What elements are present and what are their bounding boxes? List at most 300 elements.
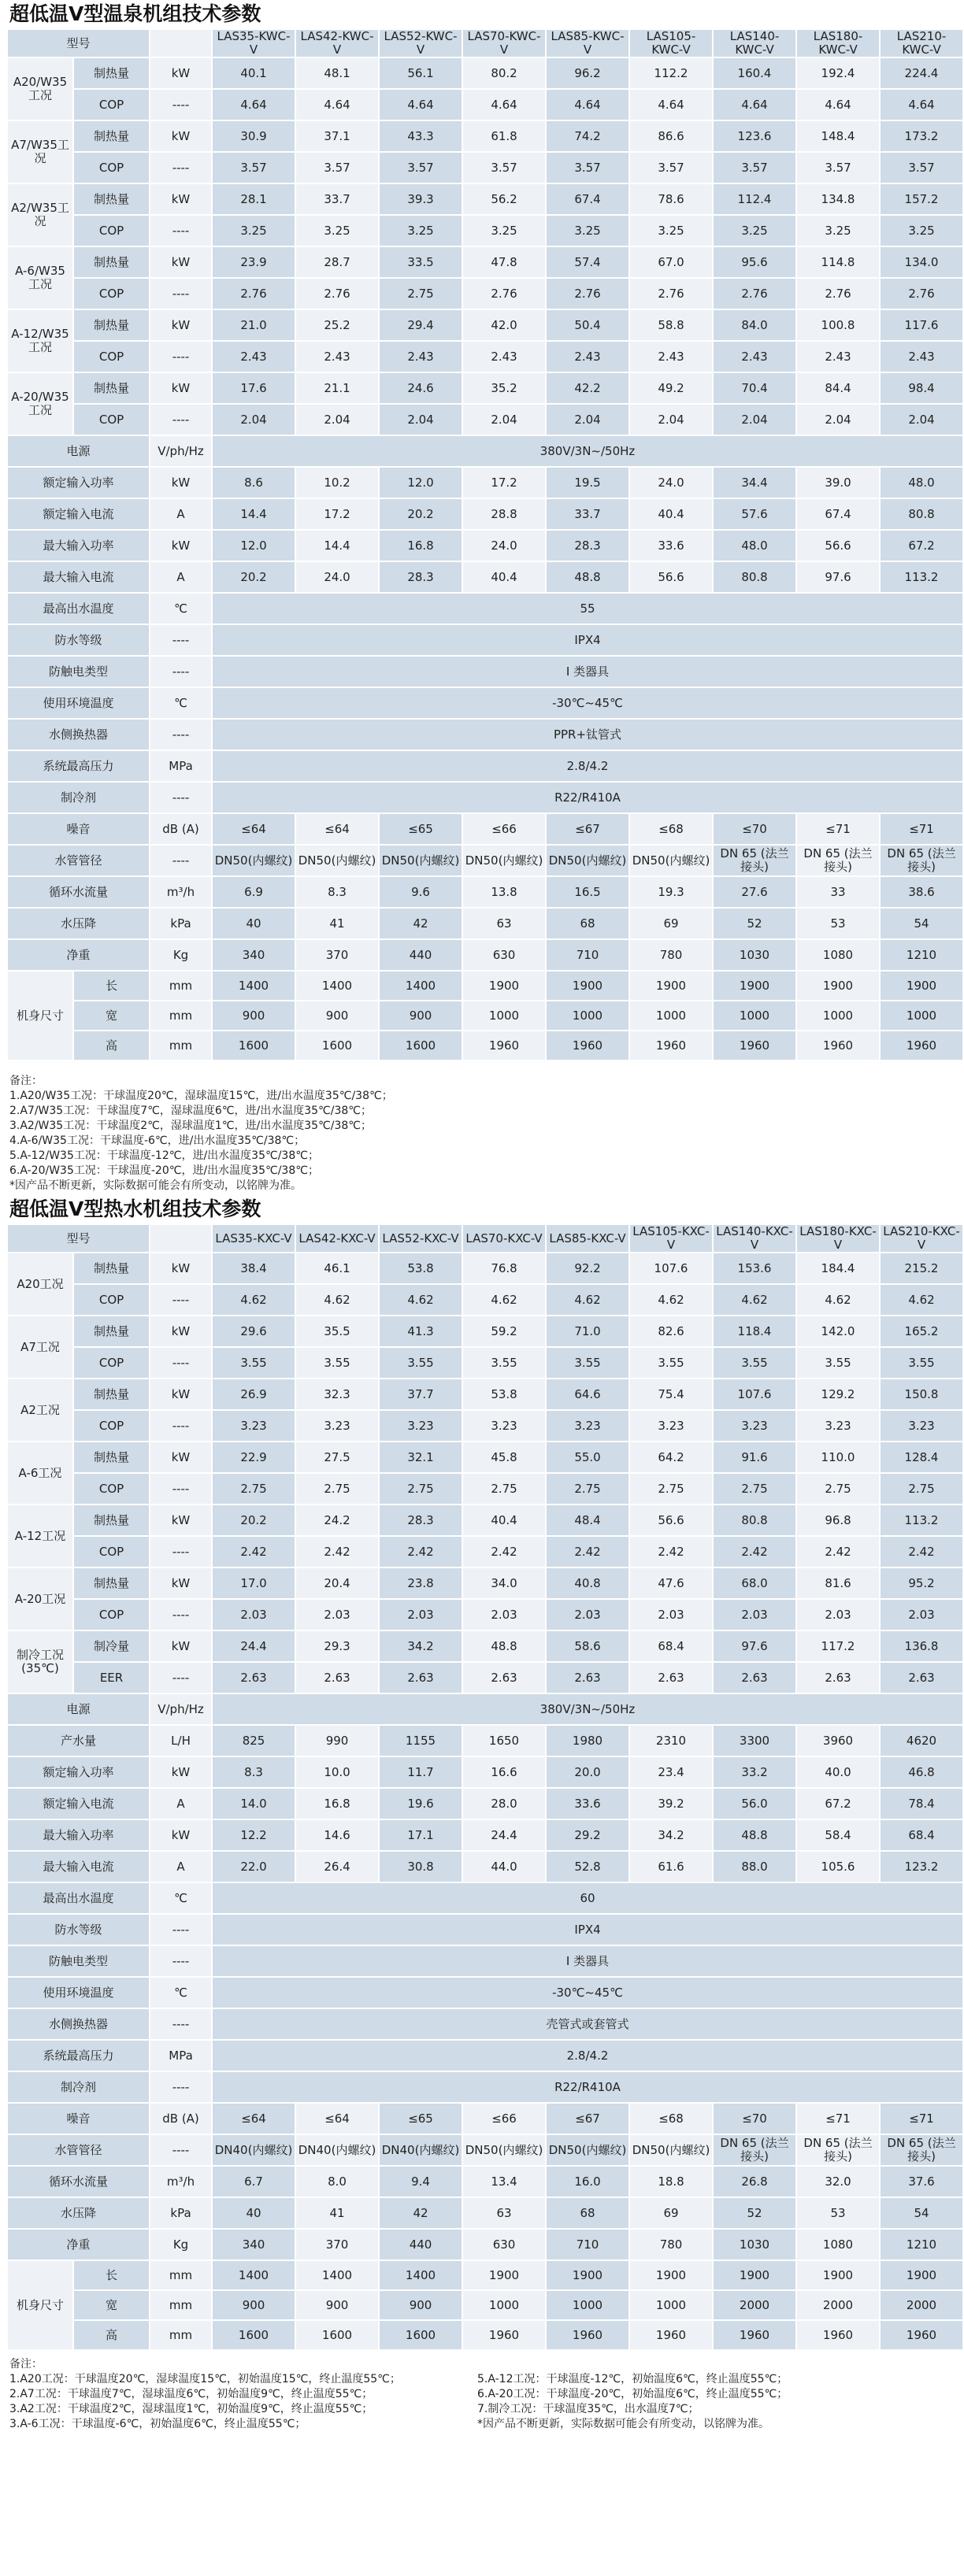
notes-right-col: [477, 2372, 945, 2432]
value-cell: 630: [463, 940, 545, 970]
table-row: [8, 751, 962, 781]
value-cell: 2.43: [296, 342, 378, 372]
value-cell: 340: [213, 940, 295, 970]
value-cell: 24.0: [296, 562, 378, 592]
value-cell: 40.4: [463, 562, 545, 592]
unit-cell: kW: [150, 1379, 211, 1409]
value-cell: 2.03: [463, 1600, 545, 1630]
value-cell: 3.57: [881, 153, 962, 183]
unit-cell: dB (A): [150, 814, 211, 844]
value-cell: 134.0: [881, 247, 962, 277]
table-row: [8, 1285, 962, 1315]
value-cell: 3.55: [547, 1348, 628, 1378]
model-header: LAS42-KWC-V: [296, 30, 378, 57]
value-cell: 150.8: [881, 1379, 962, 1409]
param-label: 最大输入电流: [8, 1852, 149, 1882]
table-row: [8, 877, 962, 907]
unit-cell: A: [150, 499, 211, 529]
value-cell: 4.64: [881, 90, 962, 120]
condition-label: A-6/W35工况: [8, 247, 72, 309]
model-header: LAS35-KWC-V: [213, 30, 295, 57]
value-cell: 380V/3N~/50Hz: [213, 1694, 962, 1724]
dimension-label: 机身尺寸: [8, 2261, 72, 2349]
value-cell: 340: [213, 2230, 295, 2260]
unit-cell: kW: [150, 121, 211, 151]
value-cell: 2.75: [547, 1474, 628, 1504]
value-cell: 148.4: [797, 121, 879, 151]
value-cell: 28.7: [296, 247, 378, 277]
value-cell: 70.4: [714, 373, 795, 403]
model-header: LAS42-KXC-V: [296, 1225, 378, 1252]
value-cell: 48.0: [881, 468, 962, 498]
param-label: COP: [74, 279, 149, 309]
param-label: 制热量: [74, 184, 149, 214]
value-cell: 18.8: [630, 2167, 712, 2197]
unit-cell: kW: [150, 184, 211, 214]
value-cell: 3.55: [213, 1348, 295, 1378]
value-cell: 39.3: [380, 184, 462, 214]
value-cell: 96.8: [797, 1505, 879, 1535]
value-cell: 3.25: [296, 216, 378, 246]
value-cell: ≤71: [881, 2104, 962, 2134]
param-label: 产水量: [8, 1726, 149, 1756]
value-cell: 57.6: [714, 499, 795, 529]
value-cell: 48.8: [547, 562, 628, 592]
value-cell: 67.4: [797, 499, 879, 529]
value-cell: 1400: [296, 2261, 378, 2289]
param-label: 水压降: [8, 909, 149, 938]
value-cell: 2.42: [547, 1537, 628, 1567]
value-cell: 160.4: [714, 58, 795, 88]
notes-1: [0, 1074, 945, 1190]
note-line: *因产品不断更新，实际数据可能会有所变动，以铭牌为准。: [9, 1179, 302, 1192]
value-cell: 710: [547, 940, 628, 970]
param-label: 电源: [8, 436, 149, 466]
table-row: [8, 2167, 962, 2197]
value-cell: DN50(内螺纹): [630, 846, 712, 875]
value-cell: 2.42: [881, 1537, 962, 1567]
value-cell: ≤71: [797, 814, 879, 844]
value-cell: 10.2: [296, 468, 378, 498]
unit-cell: A: [150, 562, 211, 592]
value-cell: 1960: [797, 1031, 879, 1060]
value-cell: 28.3: [380, 562, 462, 592]
notes-left-col: [9, 2372, 477, 2432]
value-cell: DN50(内螺纹): [463, 2135, 545, 2165]
value-cell: 2.63: [881, 1663, 962, 1693]
value-cell: ≤64: [296, 2104, 378, 2134]
value-cell: 1400: [380, 2261, 462, 2289]
table-row: [8, 216, 962, 246]
value-cell: 86.6: [630, 121, 712, 151]
note-line: 3.A-6工况：干球温度-6℃，初始温度6℃，终止温度55℃；: [9, 2418, 306, 2430]
value-cell: 33.6: [630, 531, 712, 561]
table-row: [8, 940, 962, 970]
table-row: [8, 1348, 962, 1378]
value-cell: 45.8: [463, 1442, 545, 1472]
value-cell: 14.4: [213, 499, 295, 529]
value-cell: 1210: [881, 2230, 962, 2260]
model-header: LAS180-KWC-V: [797, 30, 879, 57]
unit-cell: V/ph/Hz: [150, 1694, 211, 1724]
value-cell: 80.8: [714, 562, 795, 592]
value-cell: 1000: [714, 1001, 795, 1030]
value-cell: 1000: [630, 2291, 712, 2319]
unit-cell: kW: [150, 1316, 211, 1346]
param-label: 额定输入电流: [8, 1789, 149, 1819]
model-header: LAS210-KWC-V: [881, 30, 962, 57]
value-cell: 41: [296, 909, 378, 938]
table-row: [8, 1631, 962, 1661]
value-cell: 44.0: [463, 1852, 545, 1882]
value-cell: 28.0: [463, 1789, 545, 1819]
unit-cell: kW: [150, 1442, 211, 1472]
value-cell: 184.4: [797, 1253, 879, 1283]
value-cell: 37.6: [881, 2167, 962, 2197]
value-cell: 370: [296, 2230, 378, 2260]
param-label: 长: [74, 2261, 149, 2289]
value-cell: 9.6: [380, 877, 462, 907]
param-label: COP: [74, 1600, 149, 1630]
value-cell: 27.5: [296, 1442, 378, 1472]
condition-label: A7/W35工况: [8, 121, 72, 183]
value-cell: 3.55: [463, 1348, 545, 1378]
value-cell: 1600: [213, 2321, 295, 2349]
value-cell: 71.0: [547, 1316, 628, 1346]
value-cell: 17.1: [380, 1820, 462, 1850]
value-cell: 3.23: [797, 1411, 879, 1441]
unit-cell: kW: [150, 1820, 211, 1850]
table-row: [8, 657, 962, 687]
value-cell: 19.5: [547, 468, 628, 498]
value-cell: 50.4: [547, 310, 628, 340]
param-label: 系统最高压力: [8, 751, 149, 781]
value-cell: 41: [296, 2198, 378, 2228]
value-cell: 21.1: [296, 373, 378, 403]
table-row: [8, 846, 962, 875]
param-label: 制热量: [74, 1253, 149, 1283]
note-line: 1.A20/W35工况：干球温度20℃，湿球温度15℃，进/出水温度35℃/38℃；: [9, 1090, 393, 1102]
unit-cell: kW: [150, 531, 211, 561]
value-cell: 1000: [463, 1001, 545, 1030]
table-row: [8, 1852, 962, 1882]
value-cell: 3.25: [463, 216, 545, 246]
value-cell: 1980: [547, 1726, 628, 1756]
value-cell: 129.2: [797, 1379, 879, 1409]
value-cell: -30℃~45℃: [213, 1978, 962, 2008]
value-cell: 26.4: [296, 1852, 378, 1882]
note-line: 1.A20工况：干球温度20℃，湿球温度15℃，初始温度15℃，终止温度55℃；: [9, 2373, 401, 2385]
value-cell: 1900: [630, 2261, 712, 2289]
model-header: LAS52-KWC-V: [380, 30, 462, 57]
value-cell: 3960: [797, 1726, 879, 1756]
unit-cell: ----: [150, 1663, 211, 1693]
value-cell: 2000: [714, 2291, 795, 2319]
param-label: 宽: [74, 1001, 149, 1030]
value-cell: DN50(内螺纹): [547, 846, 628, 875]
table-row: [8, 2321, 962, 2349]
table-row: [8, 1568, 962, 1598]
table-row: [8, 2230, 962, 2260]
condition-label: A2/W35工况: [8, 184, 72, 246]
value-cell: 3.25: [380, 216, 462, 246]
unit-cell: m³/h: [150, 2167, 211, 2197]
value-cell: 2000: [881, 2291, 962, 2319]
value-cell: 3.57: [630, 153, 712, 183]
value-cell: 2.03: [547, 1600, 628, 1630]
note-line: 2.A7/W35工况：干球温度7℃，湿球温度6℃，进/出水温度35℃/38℃；: [9, 1105, 372, 1117]
param-label: EER: [74, 1663, 149, 1693]
unit-cell: ----: [150, 720, 211, 749]
value-cell: 3.25: [547, 216, 628, 246]
value-cell: 34.0: [463, 1568, 545, 1598]
table-row: [8, 468, 962, 498]
param-label: 净重: [8, 940, 149, 970]
value-cell: 2.75: [296, 1474, 378, 1504]
value-cell: 3300: [714, 1726, 795, 1756]
value-cell: 24.4: [463, 1820, 545, 1850]
value-cell: 80.8: [714, 1505, 795, 1535]
value-cell: 33.6: [547, 1789, 628, 1819]
value-cell: 29.2: [547, 1820, 628, 1850]
value-cell: 52: [714, 2198, 795, 2228]
value-cell: 37.7: [380, 1379, 462, 1409]
value-cell: 33.7: [296, 184, 378, 214]
param-label: 制热量: [74, 247, 149, 277]
unit-cell: kW: [150, 468, 211, 498]
value-cell: 42: [380, 909, 462, 938]
value-cell: 1900: [797, 2261, 879, 2289]
value-cell: 78.4: [881, 1789, 962, 1819]
unit-cell: mm: [150, 2321, 211, 2349]
unit-cell: ----: [150, 2135, 211, 2165]
value-cell: 47.6: [630, 1568, 712, 1598]
value-cell: 990: [296, 1726, 378, 1756]
value-cell: 3.23: [213, 1411, 295, 1441]
value-cell: 24.4: [213, 1631, 295, 1661]
value-cell: 20.2: [213, 562, 295, 592]
value-cell: 2.75: [714, 1474, 795, 1504]
value-cell: I 类器具: [213, 657, 962, 687]
table-row: [8, 783, 962, 812]
table-row: [8, 625, 962, 655]
value-cell: 3.57: [463, 153, 545, 183]
note-line: 5.A-12/W35工况：干球温度-12℃，进/出水温度35℃/38℃；: [9, 1149, 319, 1162]
value-cell: 2.76: [797, 279, 879, 309]
value-cell: 14.0: [213, 1789, 295, 1819]
value-cell: 30.8: [380, 1852, 462, 1882]
param-label: 制热量: [74, 58, 149, 88]
value-cell: 2.75: [797, 1474, 879, 1504]
value-cell: ≤68: [630, 2104, 712, 2134]
value-cell: 3.57: [714, 153, 795, 183]
value-cell: 63: [463, 909, 545, 938]
table-row: [8, 1316, 962, 1346]
unit-cell: ----: [150, 216, 211, 246]
value-cell: 2.75: [380, 279, 462, 309]
value-cell: 47.8: [463, 247, 545, 277]
note-line: 5.A-12工况：干球温度-12℃，初始温度6℃，终止温度55℃；: [477, 2373, 788, 2385]
note-line: 6.A-20工况：干球温度-20℃，初始温度6℃，终止温度55℃；: [477, 2388, 788, 2400]
value-cell: 3.25: [213, 216, 295, 246]
param-label: 宽: [74, 2291, 149, 2319]
unit-cell: MPa: [150, 751, 211, 781]
value-cell: DN40(内螺纹): [296, 2135, 378, 2165]
value-cell: 84.0: [714, 310, 795, 340]
table-row: [8, 2009, 962, 2039]
value-cell: 630: [463, 2230, 545, 2260]
unit-cell: kW: [150, 310, 211, 340]
value-cell: 57.4: [547, 247, 628, 277]
value-cell: 224.4: [881, 58, 962, 88]
value-cell: 4.62: [463, 1285, 545, 1315]
table-row: [8, 90, 962, 120]
value-cell: 4.64: [213, 90, 295, 120]
note-line: 6.A-20/W35工况：干球温度-20℃，进/出水温度35℃/38℃；: [9, 1164, 319, 1177]
table-row: [8, 1883, 962, 1913]
table-row: [8, 1726, 962, 1756]
value-cell: DN 65 (法兰接头): [881, 2135, 962, 2165]
value-cell: 67.2: [797, 1789, 879, 1819]
value-cell: ≤67: [547, 2104, 628, 2134]
table-row: [8, 499, 962, 529]
value-cell: 92.2: [547, 1253, 628, 1283]
param-label: 高: [74, 1031, 149, 1060]
value-cell: 80.2: [463, 58, 545, 88]
value-cell: 56.2: [463, 184, 545, 214]
value-cell: 113.2: [881, 562, 962, 592]
table-row: [8, 2198, 962, 2228]
value-cell: 2.42: [463, 1537, 545, 1567]
param-label: 制热量: [74, 1379, 149, 1409]
value-cell: 780: [630, 2230, 712, 2260]
value-cell: 370: [296, 940, 378, 970]
value-cell: 56.6: [797, 531, 879, 561]
value-cell: 97.6: [797, 562, 879, 592]
table-row: [8, 1915, 962, 1945]
section-title-1: 超低温V型温泉机组技术参数: [9, 2, 261, 25]
value-cell: DN50(内螺纹): [630, 2135, 712, 2165]
value-cell: 64.2: [630, 1442, 712, 1472]
param-label: 水管管径: [8, 2135, 149, 2165]
value-cell: 8.3: [213, 1757, 295, 1787]
value-cell: DN50(内螺纹): [213, 846, 295, 875]
table-row: [8, 405, 962, 435]
unit-header: [150, 30, 211, 57]
value-cell: 4.64: [630, 90, 712, 120]
value-cell: 2.76: [296, 279, 378, 309]
value-cell: 28.3: [380, 1505, 462, 1535]
value-cell: 16.8: [380, 531, 462, 561]
param-label: 水侧换热器: [8, 2009, 149, 2039]
table-row: [8, 2135, 962, 2165]
unit-cell: kW: [150, 1253, 211, 1283]
value-cell: 105.6: [797, 1852, 879, 1882]
param-label: 循环水流量: [8, 877, 149, 907]
value-cell: 37.1: [296, 121, 378, 151]
value-cell: 710: [547, 2230, 628, 2260]
value-cell: 17.2: [463, 468, 545, 498]
value-cell: 1000: [881, 1001, 962, 1030]
value-cell: 3.23: [547, 1411, 628, 1441]
unit-cell: ℃: [150, 594, 211, 624]
value-cell: 8.0: [296, 2167, 378, 2197]
unit-cell: ----: [150, 657, 211, 687]
value-cell: 25.2: [296, 310, 378, 340]
value-cell: 壳管式或套管式: [213, 2009, 962, 2039]
value-cell: 54: [881, 909, 962, 938]
value-cell: DN50(内螺纹): [380, 846, 462, 875]
value-cell: ≤68: [630, 814, 712, 844]
notes-2: [0, 2357, 945, 2432]
value-cell: 3.25: [630, 216, 712, 246]
value-cell: 35.2: [463, 373, 545, 403]
value-cell: 68.4: [630, 1631, 712, 1661]
unit-cell: ----: [150, 90, 211, 120]
value-cell: 1900: [797, 972, 879, 1000]
condition-label: A20工况: [8, 1253, 72, 1315]
value-cell: 46.1: [296, 1253, 378, 1283]
model-header: LAS85-KWC-V: [547, 30, 628, 57]
value-cell: 2.8/4.2: [213, 751, 962, 781]
value-cell: 20.4: [296, 1568, 378, 1598]
value-cell: 76.8: [463, 1253, 545, 1283]
value-cell: 825: [213, 1726, 295, 1756]
param-label: COP: [74, 342, 149, 372]
value-cell: 32.1: [380, 1442, 462, 1472]
param-label: 长: [74, 972, 149, 1000]
value-cell: 3.57: [213, 153, 295, 183]
value-cell: 98.4: [881, 373, 962, 403]
value-cell: 16.6: [463, 1757, 545, 1787]
value-cell: 4620: [881, 1726, 962, 1756]
value-cell: 1900: [463, 972, 545, 1000]
value-cell: 2.75: [881, 1474, 962, 1504]
dimension-label: 机身尺寸: [8, 972, 72, 1060]
value-cell: 2.76: [714, 279, 795, 309]
param-label: COP: [74, 1411, 149, 1441]
unit-cell: ----: [150, 1946, 211, 1976]
unit-cell: A: [150, 1789, 211, 1819]
value-cell: 2.42: [797, 1537, 879, 1567]
value-cell: 3.55: [881, 1348, 962, 1378]
model-header: LAS52-KXC-V: [380, 1225, 462, 1252]
value-cell: 4.62: [881, 1285, 962, 1315]
value-cell: 2.63: [547, 1663, 628, 1693]
param-label: 使用环境温度: [8, 688, 149, 718]
note-line: 4.A-6/W35工况：干球温度-6℃，进/出水温度35℃/38℃；: [9, 1134, 306, 1147]
value-cell: 34.2: [630, 1820, 712, 1850]
unit-cell: MPa: [150, 2041, 211, 2071]
table-row: [8, 594, 962, 624]
value-cell: 215.2: [881, 1253, 962, 1283]
param-label: 制热量: [74, 310, 149, 340]
model-header: LAS35-KXC-V: [213, 1225, 295, 1252]
value-cell: 2.76: [881, 279, 962, 309]
model-header: LAS180-KXC-V: [797, 1225, 879, 1252]
param-label: 净重: [8, 2230, 149, 2260]
value-cell: 56.1: [380, 58, 462, 88]
param-label: 制热量: [74, 1568, 149, 1598]
value-cell: 33.2: [714, 1757, 795, 1787]
model-header: LAS70-KWC-V: [463, 30, 545, 57]
value-cell: 4.62: [547, 1285, 628, 1315]
value-cell: 4.64: [714, 90, 795, 120]
value-cell: 1960: [463, 1031, 545, 1060]
value-cell: 440: [380, 940, 462, 970]
value-cell: 2.63: [213, 1663, 295, 1693]
table-row: [8, 1978, 962, 2008]
